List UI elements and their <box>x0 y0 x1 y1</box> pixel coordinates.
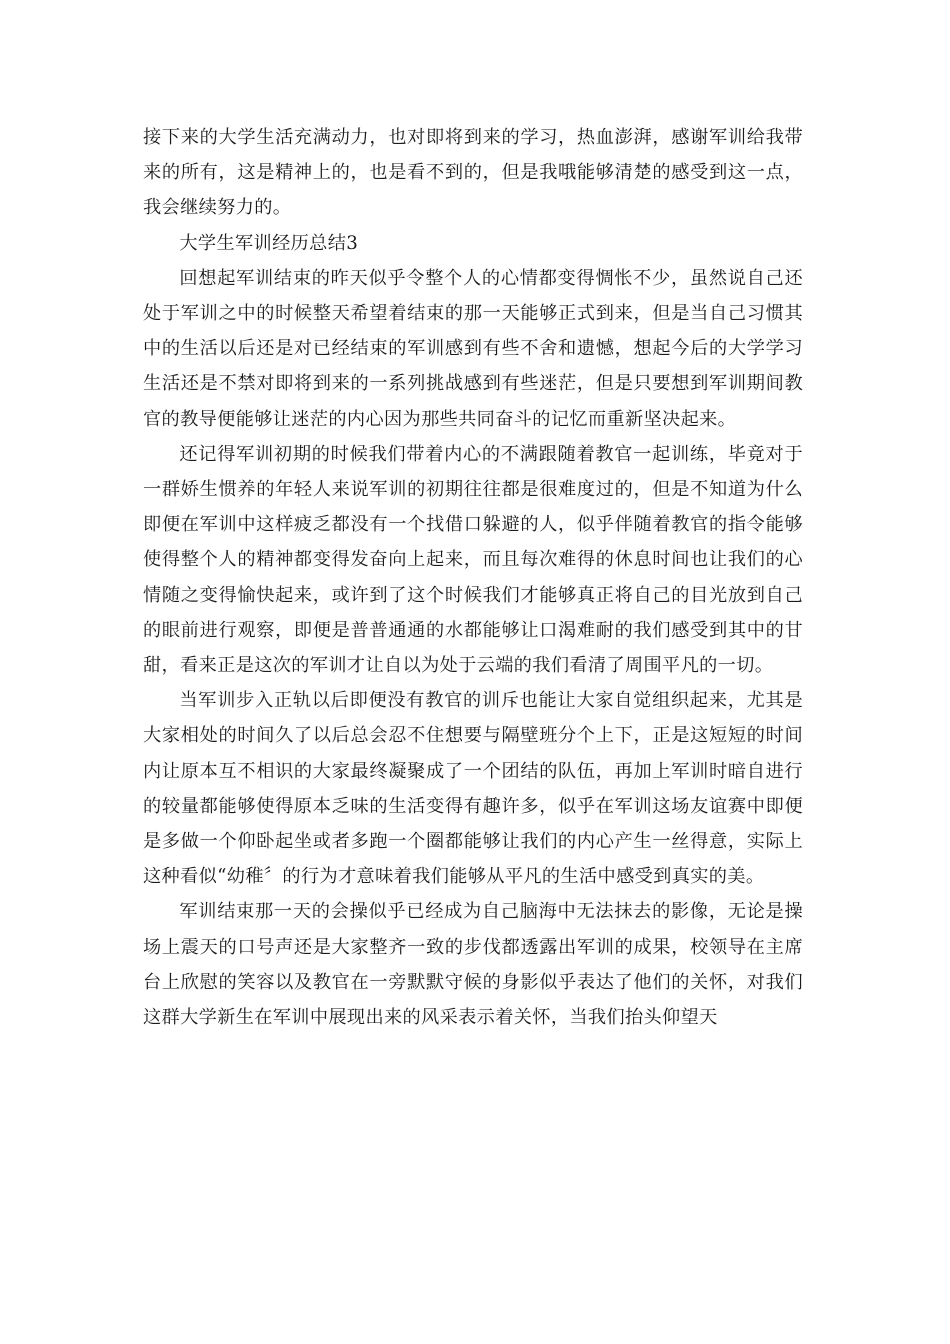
paragraph-final-review: 军训结束那一天的会操似乎已经成为自己脑海中无法抹去的影像，无论是操场上震天的口号声还是大家整齐一致的步伐都透露出军训的成果，校领导在主席台上欣慰的笑容以及教官在一旁默默守候的身影似乎表达了他们的关怀，对我们这群大学新生在军训中展现出来的风采表示着关怀，当我们抬头仰望天 <box>143 901 803 1029</box>
paragraph-team-spirit: 当军训步入正轨以后即便没有教官的训斥也能让大家自觉组织起来，尤其是大家相处的时间久了以后总会忍不住想要与隔壁班分个上下，正是这短短的时间内让原本互不相识的大家最终凝聚成了一个团结的队伍，再加上军训时暗自进行的较量都能够使得原本乏味的生活变得有趣许多，似乎在军训这场友谊赛中即便是多做一个仰卧起坐或者多跑一个圈都能够让我们的内心产生一丝得意，实际上这种看似“幼稚〞的行为才意味着我们能够从平凡的生活中感受到真实的美。 <box>143 690 803 888</box>
paragraph-reflection: 回想起军训结束的昨天似乎令整个人的心情都变得惆怅不少，虽然说自己还处于军训之中的时候整天希望着结束的那一天能够正式到来，但是当自己习惯其中的生活以后还是对已经结束的军训感到有些不舍和遗憾，想起今后的大学学习生活还是不禁对即将到来的一系列挑战感到有些迷茫，但是只要想到军训期间教官的教导便能够让迷茫的内心因为那些共同奋斗的记忆而重新坚决起来。 <box>143 267 803 430</box>
paragraph-continuation: 接下来的大学生活充满动力，也对即将到来的学习，热血澎湃，感谢军训给我带来的所有，这是精神上的，也是看不到的，但是我哦能够清楚的感受到这一点，我会继续努力的。 <box>143 127 803 219</box>
section-heading: 大学生军训经历总结3 <box>179 232 359 254</box>
document-body <box>143 120 803 1035</box>
paragraph-early-training: 还记得军训初期的时候我们带着内心的不满跟随着教官一起训练，毕竟对于一群娇生惯养的年轻人来说军训的初期往往都是很难度过的，但是不知道为什么即便在军训中这样疲乏都没有一个找借口躲避的人，似乎伴随着教官的指令能够使得整个人的精神都变得发奋向上起来，而且每次难得的休息时间也让我们的心情随之变得愉快起来，或许到了这个时候我们才能够真正将自己的目光放到自己的眼前进行观察，即便是普普通通的水都能够让口渴难耐的我们感受到其中的甘甜，看来正是这次的军训才让自以为处于云端的我们看清了周围平凡的一切。 <box>143 443 803 677</box>
